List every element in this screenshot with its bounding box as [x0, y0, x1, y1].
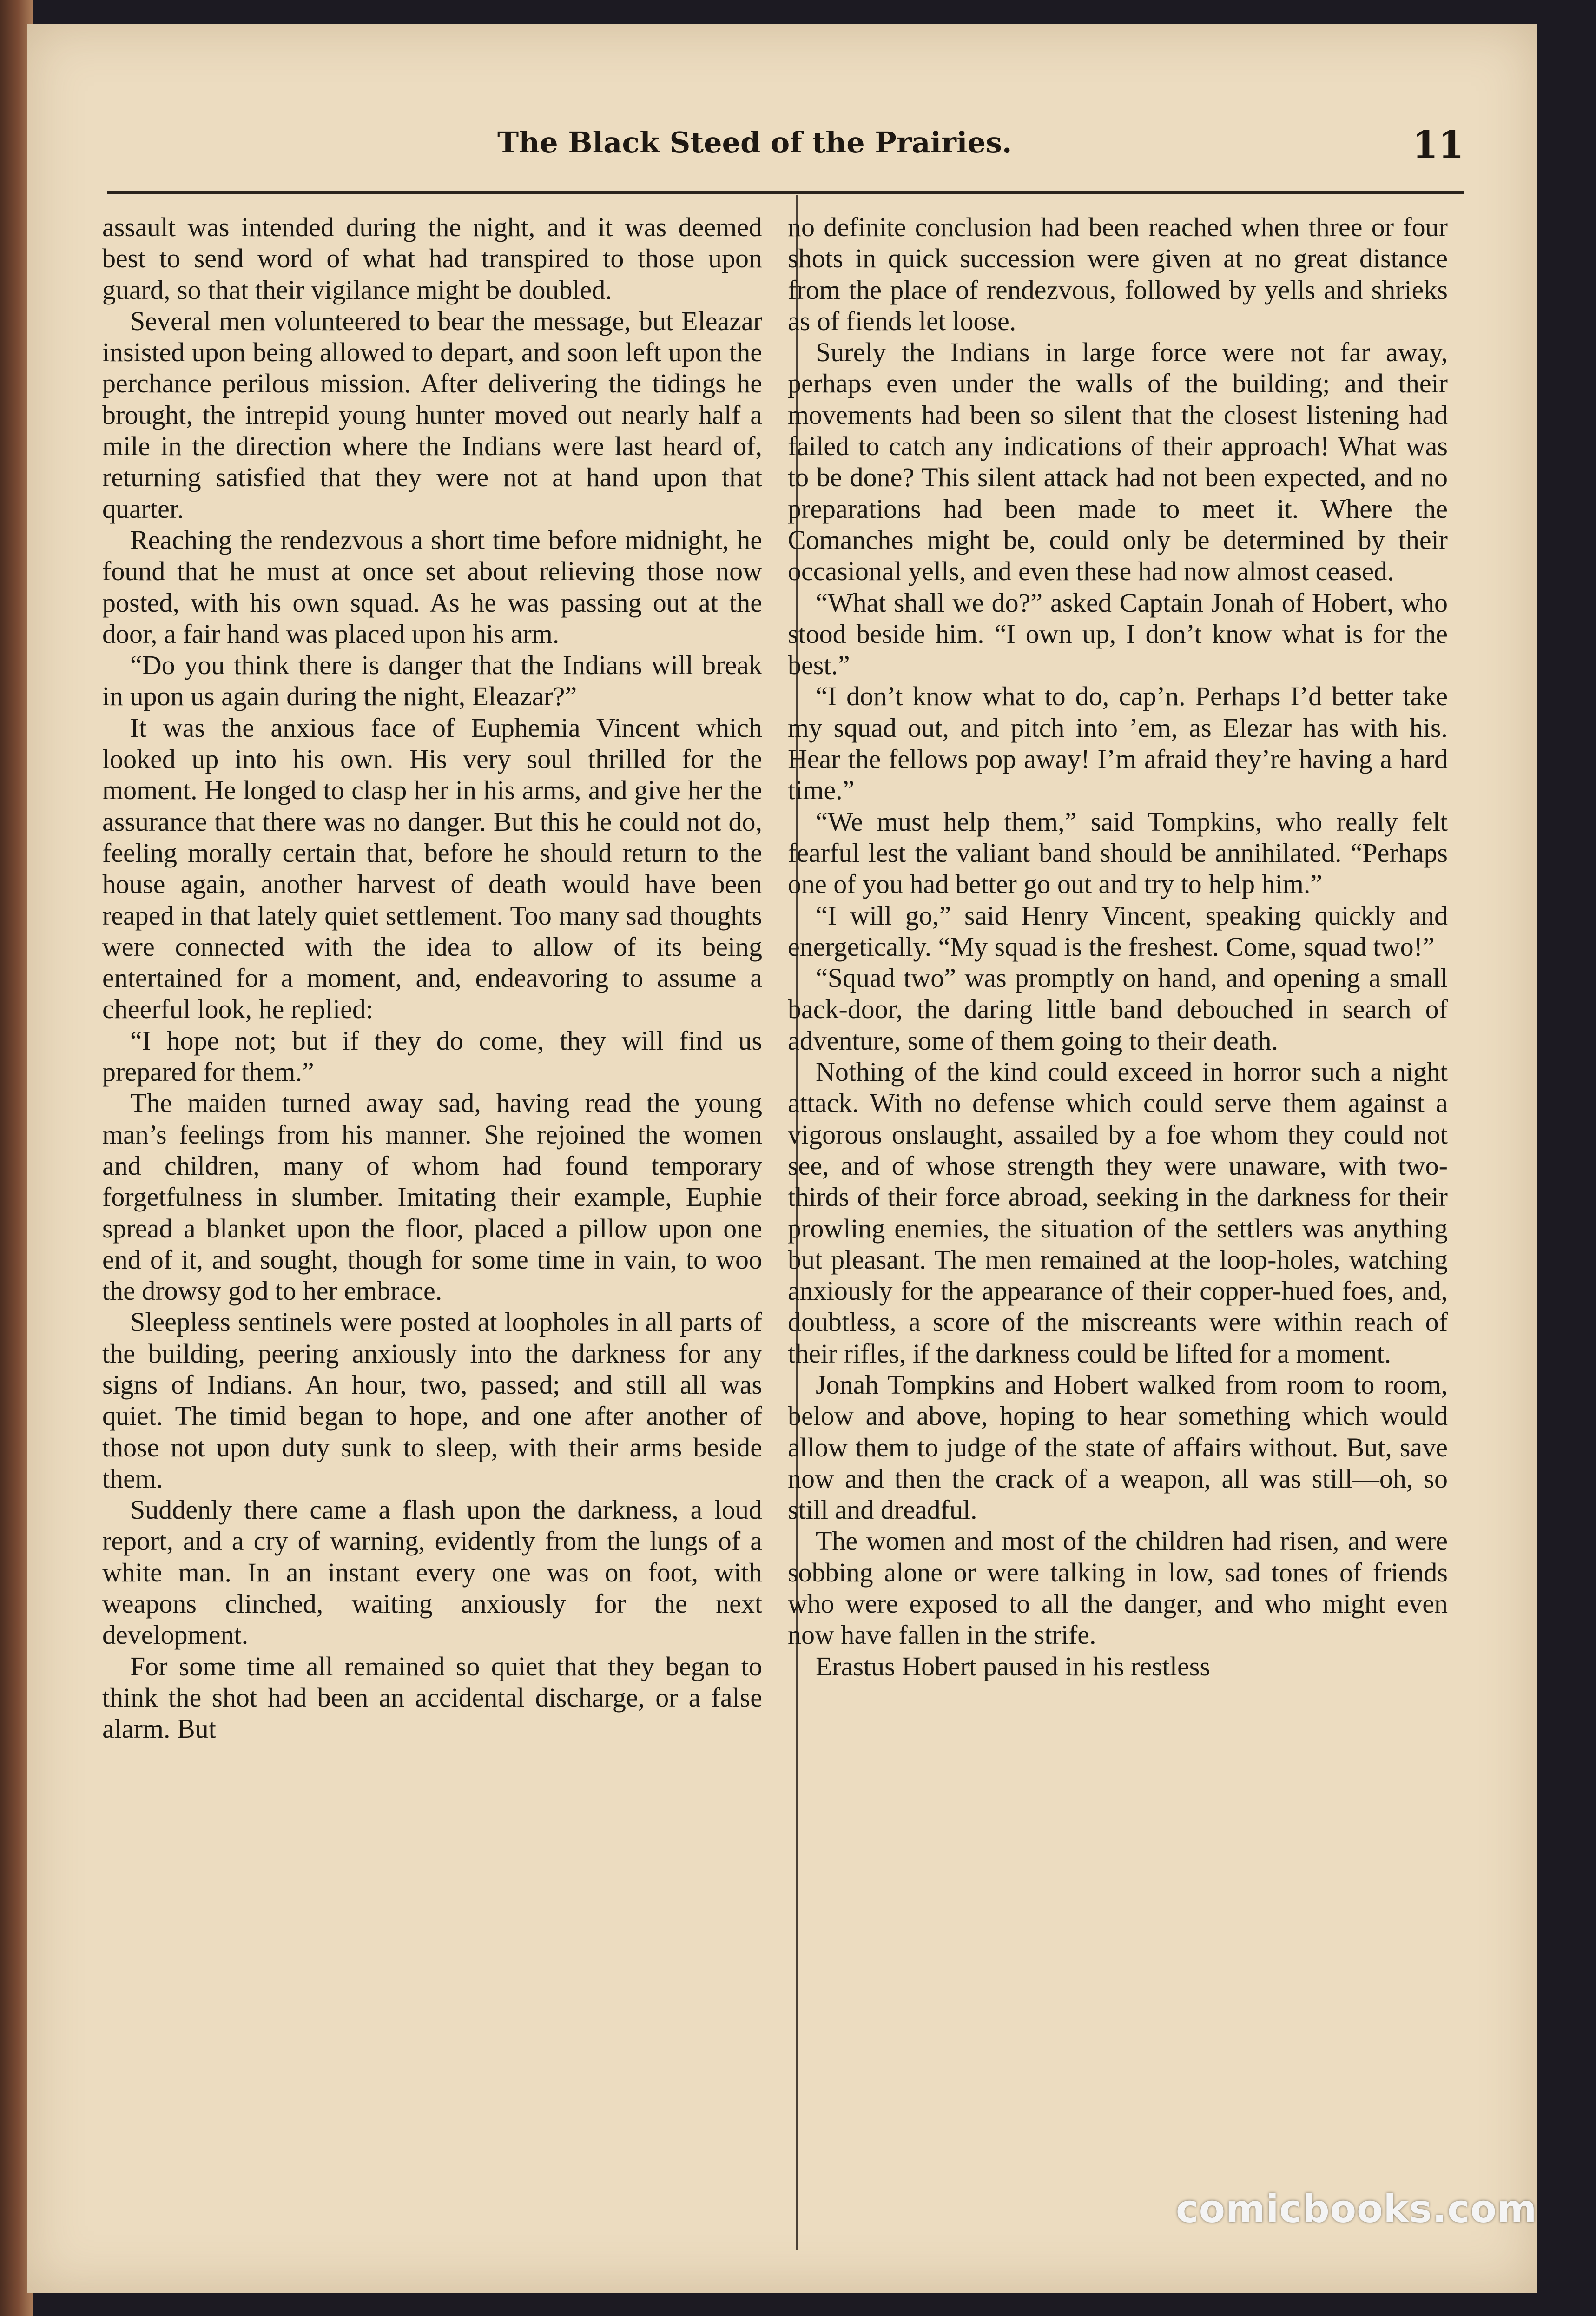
- running-header: [465, 123, 1464, 177]
- paragraph: Sleepless sentinels were posted at loopholes in all parts of the building, peering anxiously into the darkness for any signs of Indians. An hour, two, passed; and still all was quiet. The timid began to hope, and one after another of those not upon duty sunk to sleep, with their arms beside them.: [102, 1307, 762, 1494]
- paragraph: It was the anxious face of Euphemia Vincent which looked up into his own. His very soul thrilled for the moment. He longed to clasp her in his arms, and give her the assurance that there was no danger. But this he could not do, feeling morally certain that, before he should return to the house again, another harvest of death would have been reaped in that lately quiet settlement. Too many sad thoughts were connected with the idea to allow of its being entertained for a moment, and, endeavoring to assume a cheerful look, he replied:: [102, 712, 762, 1025]
- site-watermark: comicbooks.com: [1176, 2187, 1537, 2231]
- paragraph: “What shall we do?” asked Captain Jonah of Hobert, who stood beside him. “I own up, I don’t know what is for the best.”: [788, 587, 1448, 681]
- header-rule: [107, 191, 1464, 194]
- paragraph: Erastus Hobert paused in his restless: [816, 1651, 1210, 1681]
- paragraph: “We must help them,” said Tompkins, who really felt fearful lest the valiant band should be annihilated. “Perhaps one of you had better go out and try to help him.”: [788, 806, 1448, 900]
- paragraph: “I don’t know what to do, cap’n. Perhaps I’d better take my squad out, and pitch into ’em, as Elezar has with his. Hear the fellows pop away! I’m afraid they’re having a hard time.”: [788, 681, 1448, 806]
- paragraph: Surely the Indians in large force were not far away, perhaps even under the walls of the building; and their movements had been so silent that the closest listening had failed to catch any indications of their approach! What was to be done? This silent attack had not been expected, and no preparations had been made to meet it. Where the Comanches might be, could only be determined by their occasional yells, and even these had now almost ceased.: [788, 337, 1448, 587]
- paragraph: “Do you think there is danger that the Indians will break in upon us again during the night, Eleazar?”: [102, 650, 762, 712]
- paragraph: “Squad two” was promptly on hand, and opening a small back-door, the daring little band debouched in search of adventure, some of them going to their death.: [788, 963, 1448, 1056]
- paragraph: assault was intended during the night, and it was deemed best to send word of what had transpired to those upon guard, so that their vigilance might be doubled.: [102, 212, 762, 305]
- page-number: 11: [1412, 123, 1464, 166]
- paragraph: The women and most of the children had risen, and were sobbing alone or were talking in low, sad tones of friends who were exposed to all the danger, and who might even now have fallen in the strife.: [788, 1526, 1448, 1650]
- paragraph: Several men volunteered to bear the message, but Eleazar insisted upon being allowed to depart, and soon left upon the perchance perilous mission. After delivering the tidings he brought, the intrepid young hunter moved out nearly half a mile in the direction where the Indians were last heard of, returning satisfied that they were not at hand upon that quarter.: [102, 305, 762, 524]
- paragraph: The maiden turned away sad, having read the young man’s feelings from his manner. She rejoined the women and children, many of whom had found temporary forgetfulness in slumber. Imitating their example, Euphie spread a blanket upon the floor, placed a pillow upon one end of it, and sought, though for some time in vain, to woo the drowsy god to her embrace.: [102, 1088, 762, 1306]
- paragraph: “I will go,” said Henry Vincent, speaking quickly and energetically. “My squad is the freshest. Come, squad two!”: [788, 900, 1448, 962]
- paragraph: Nothing of the kind could exceed in horror such a night attack. With no defense which could serve them against a vigorous onslaught, assailed by a foe whom they could not see, and of whose strength they were unaware, with two-thirds of their force abroad, seeking in the darkness for their prowling enemies, the situation of the settlers was anything but pleasant. The men remained at the loop-holes, watching anxiously for the appearance of their copper-hued foes, and, doubtless, a score of the miscreants were within reach of their rifles, if the darkness could be lifted for a moment.: [788, 1057, 1448, 1369]
- left-column: [102, 212, 762, 1745]
- paragraph: Jonah Tompkins and Hobert walked from room to room, below and above, hoping to hear something which would allow them to judge of the state of affairs without. But, save now and then the crack of a weapon, all was still—oh, so still and dreadful.: [788, 1369, 1448, 1525]
- right-column: [788, 212, 1448, 1682]
- paragraph: “I hope not; but if they do come, they will find us prepared for them.”: [102, 1025, 762, 1087]
- paragraph: Reaching the rendezvous a short time before midnight, he found that he must at once set about relieving those now posted, with his own squad. As he was passing out at the door, a fair hand was placed upon his arm.: [102, 524, 762, 649]
- paragraph: no definite conclusion had been reached when three or four shots in quick succession were given at no great distance from the place of rendezvous, followed by yells and shrieks as of fiends let loose.: [788, 212, 1448, 336]
- running-head-title: The Black Steed of the Prairies.: [497, 126, 1012, 159]
- paragraph: Suddenly there came a flash upon the darkness, a loud report, and a cry of warning, evidently from the lungs of a white man. In an instant every one was on foot, with weapons clinched, waiting anxiously for the next development.: [102, 1495, 762, 1650]
- paragraph: For some time all remained so quiet that they began to think the shot had been an accidental discharge, or a false alarm. But: [102, 1651, 762, 1744]
